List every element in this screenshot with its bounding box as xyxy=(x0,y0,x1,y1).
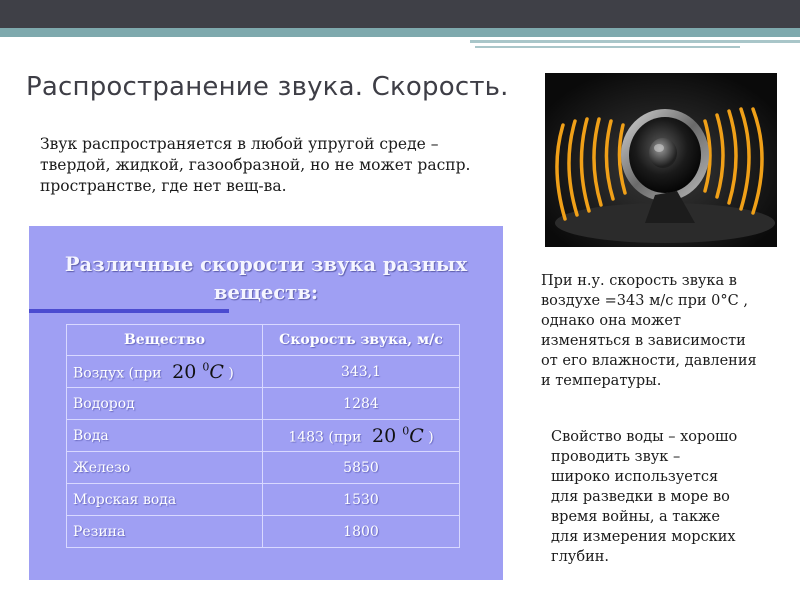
note-line: для измерения морских xyxy=(551,529,736,545)
speed-cell: 343,1 xyxy=(263,356,460,388)
speed-value: 1483 (при xyxy=(288,429,362,446)
note-line: глубин. xyxy=(551,549,610,565)
speaker-icon xyxy=(545,73,777,247)
note-line: для разведки в море во xyxy=(551,489,730,505)
speed-cell: 5850 xyxy=(263,452,460,484)
note-line: При н.у. скорость звука в xyxy=(541,273,737,289)
column-header-substance: Вещество xyxy=(67,325,263,356)
header-bar xyxy=(0,0,800,28)
table-row xyxy=(67,516,460,548)
speed-cell: 1284 xyxy=(263,388,460,420)
table-row xyxy=(67,452,460,484)
table-title-line: веществ: xyxy=(213,281,319,304)
note-line: и температуры. xyxy=(541,373,662,389)
note-line: от его влажности, давления xyxy=(541,353,757,369)
speaker-image xyxy=(545,73,777,247)
substance-cell: Железо xyxy=(67,452,263,484)
water-property-note xyxy=(551,427,781,567)
note-line: время войны, а также xyxy=(551,509,720,525)
substance-cell: Резина xyxy=(67,516,263,548)
note-line: однако она может xyxy=(541,313,681,329)
slide-title: Распространение звука. Скорость. xyxy=(26,72,509,102)
speed-cell xyxy=(263,420,460,452)
temperature-value: 20 $^0$C xyxy=(172,360,224,383)
intro-line: Звук распространяется в любой упругой среде – xyxy=(40,135,439,153)
table-row xyxy=(67,388,460,420)
header-line xyxy=(475,46,740,48)
table-row xyxy=(67,420,460,452)
speed-suffix: ) xyxy=(428,429,434,446)
table-panel-title xyxy=(29,251,503,307)
sound-speed-table xyxy=(66,324,460,548)
header-accent-bar xyxy=(0,28,800,37)
note-line: воздухе =343 м/с при 0°C , xyxy=(541,293,748,309)
intro-line: пространстве, где нет вещ-ва. xyxy=(40,177,287,195)
air-speed-note xyxy=(541,271,781,391)
table-title-line: Различные скорости звука разных xyxy=(64,253,468,276)
speed-cell: 1800 xyxy=(263,516,460,548)
note-line: проводить звук – xyxy=(551,449,681,465)
table-header-row xyxy=(67,325,460,356)
substance-cell: Вода xyxy=(67,420,263,452)
substance-cell: Морская вода xyxy=(67,484,263,516)
speed-cell: 1530 xyxy=(263,484,460,516)
table-row xyxy=(67,484,460,516)
table-row xyxy=(67,356,460,388)
intro-line: твердой, жидкой, газообразной, но не может распр. xyxy=(40,156,471,174)
substance-cell: Водород xyxy=(67,388,263,420)
substance-suffix: ) xyxy=(228,365,234,382)
panel-divider xyxy=(29,309,229,313)
intro-text xyxy=(40,134,540,197)
note-line: изменяться в зависимости xyxy=(541,333,746,349)
column-header-speed: Скорость звука, м/с xyxy=(263,325,460,356)
header-line xyxy=(470,40,800,43)
substance-cell xyxy=(67,356,263,388)
note-line: Свойство воды – хорошо xyxy=(551,429,738,445)
substance-name: Воздух (при xyxy=(73,365,162,382)
note-line: широко используется xyxy=(551,469,719,485)
temperature-value: 20 $^0$C xyxy=(371,424,424,447)
